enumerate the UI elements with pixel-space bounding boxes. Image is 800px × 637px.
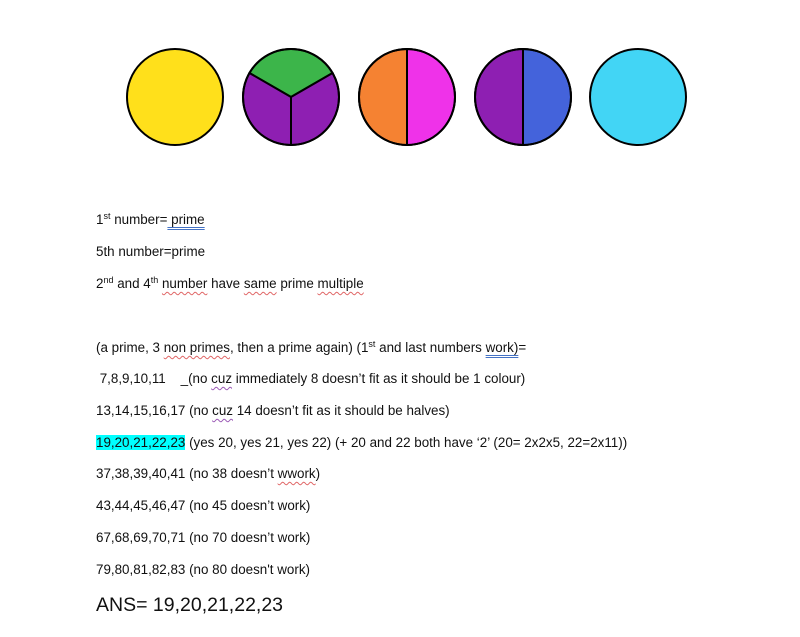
- circle-3-halves-segment-2: [407, 49, 455, 145]
- attempt-79-83: 79,80,81,82,83 (no 80 doesn't work): [96, 562, 310, 577]
- circle-5-whole: [590, 49, 686, 145]
- circle-4-halves-segment-2: [523, 49, 571, 145]
- circle-2-thirds: [243, 49, 339, 145]
- circle-4-halves: [475, 49, 571, 145]
- fraction-circles: [0, 0, 800, 200]
- circle-3-halves: [359, 49, 455, 145]
- rule-summary: (a prime, 3 non primes, then a prime again) (1st and last numbers work)=: [96, 339, 527, 355]
- attempt-37-41: 37,38,39,40,41 (no 38 doesn’t wwork): [96, 466, 321, 481]
- clue-first-number: 1st number= prime: [96, 211, 205, 227]
- attempt-13-17: 13,14,15,16,17 (no cuz 14 doesn’t fit as it should be halves): [96, 403, 450, 418]
- attempt-43-47: 43,44,45,46,47 (no 45 doesn’t work): [96, 498, 311, 513]
- final-answer: ANS= 19,20,21,22,23: [96, 594, 284, 616]
- clue-second-fourth-number: 2nd and 4th number have same prime multiple: [96, 275, 364, 291]
- attempt-67-71: 67,68,69,70,71 (no 70 doesn’t work): [96, 530, 311, 545]
- clue-fifth-number: 5th number=prime: [96, 244, 206, 259]
- circle-3-halves-segment-1: [359, 49, 407, 145]
- circle-1-whole: [127, 49, 223, 145]
- highlighted-answer: 19,20,21,22,23: [96, 435, 186, 450]
- circle-4-halves-segment-1: [475, 49, 523, 145]
- attempt-7-11: 7,8,9,10,11 _(no cuz immediately 8 doesn’t fit as it should be 1 colour): [96, 371, 526, 386]
- attempt-19-23: 19,20,21,22,23 (yes 20, yes 21, yes 22) (+ 20 and 22 both have ‘2’ (20= 2x2x5, 22=2x11)): [96, 435, 628, 450]
